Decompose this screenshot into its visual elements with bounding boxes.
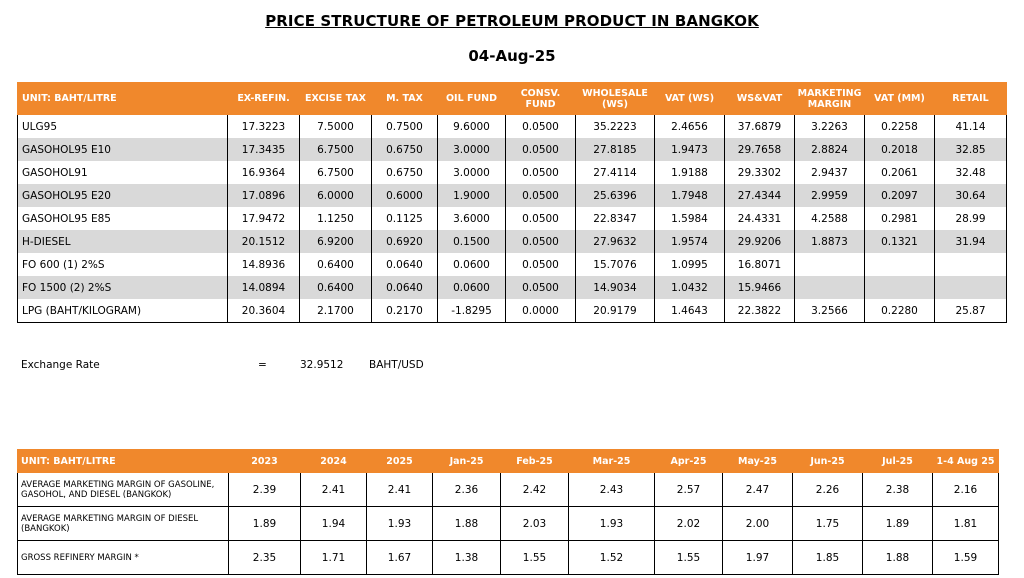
table-cell — [795, 253, 865, 276]
table-cell: 0.6000 — [372, 184, 438, 207]
column-header: Jun-25 — [793, 450, 863, 473]
table-cell: 20.3604 — [228, 299, 300, 323]
marketing-margin-table — [17, 449, 999, 575]
row-label: GASOHOL91 — [18, 161, 228, 184]
table-row — [18, 207, 1007, 230]
table-cell: 2.36 — [433, 473, 501, 507]
table-cell: 17.9472 — [228, 207, 300, 230]
row-label: H-DIESEL — [18, 230, 228, 253]
row-label: FO 600 (1) 2%S — [18, 253, 228, 276]
price-structure-table — [17, 82, 1007, 323]
table-cell: 16.9364 — [228, 161, 300, 184]
table-cell: 32.85 — [935, 138, 1007, 161]
table-cell: 20.1512 — [228, 230, 300, 253]
table-cell: -1.8295 — [438, 299, 506, 323]
row-label: ULG95 — [18, 115, 228, 139]
table-cell: 1.0432 — [655, 276, 725, 299]
table-cell: 0.0500 — [506, 230, 576, 253]
table-cell: 1.88 — [433, 507, 501, 541]
table-cell: 6.7500 — [300, 161, 372, 184]
table-cell: 0.6400 — [300, 253, 372, 276]
table-cell: 2.4656 — [655, 115, 725, 139]
table-cell: 6.0000 — [300, 184, 372, 207]
table-row — [18, 184, 1007, 207]
exchange-rate-unit: BAHT/USD — [369, 359, 424, 371]
column-header: EXCISE TAX — [300, 83, 372, 115]
table-cell: 27.8185 — [576, 138, 655, 161]
table-cell: 2.43 — [569, 473, 655, 507]
table-cell: 0.2280 — [865, 299, 935, 323]
table-cell: 0.0600 — [438, 253, 506, 276]
table-cell: 37.6879 — [725, 115, 795, 139]
table-cell: 0.0640 — [372, 276, 438, 299]
table-cell: 14.0894 — [228, 276, 300, 299]
table-cell: 1.9000 — [438, 184, 506, 207]
table-cell: 16.8071 — [725, 253, 795, 276]
table-cell: 1.88 — [863, 541, 933, 575]
column-header: 2024 — [301, 450, 367, 473]
column-header: VAT (WS) — [655, 83, 725, 115]
table-cell: 2.39 — [229, 473, 301, 507]
table-row — [18, 253, 1007, 276]
table-cell: 0.0500 — [506, 115, 576, 139]
table-cell: 27.4344 — [725, 184, 795, 207]
table-cell: 2.38 — [863, 473, 933, 507]
table-cell: 3.0000 — [438, 138, 506, 161]
table-cell: 27.4114 — [576, 161, 655, 184]
column-header: OIL FUND — [438, 83, 506, 115]
exchange-rate-equals: = — [258, 359, 267, 371]
table-cell: 1.55 — [501, 541, 569, 575]
table-cell: 2.41 — [367, 473, 433, 507]
table-row — [18, 115, 1007, 139]
table-cell: 1.89 — [863, 507, 933, 541]
row-label: LPG (BAHT/KILOGRAM) — [18, 299, 228, 323]
table-cell: 2.9437 — [795, 161, 865, 184]
table-cell: 28.99 — [935, 207, 1007, 230]
column-header: MARKETING MARGIN — [795, 83, 865, 115]
table-row — [18, 473, 999, 507]
column-header: Mar-25 — [569, 450, 655, 473]
table-row — [18, 299, 1007, 323]
table-cell: 1.81 — [933, 507, 999, 541]
column-header: WHOLESALE (WS) — [576, 83, 655, 115]
table-cell: 0.6400 — [300, 276, 372, 299]
table-cell: 1.52 — [569, 541, 655, 575]
table-cell: 0.2258 — [865, 115, 935, 139]
table-cell: 2.57 — [655, 473, 723, 507]
column-header: Jan-25 — [433, 450, 501, 473]
table-cell: 2.16 — [933, 473, 999, 507]
table-cell: 0.2097 — [865, 184, 935, 207]
table-cell: 24.4331 — [725, 207, 795, 230]
table-cell: 3.2263 — [795, 115, 865, 139]
table-cell: 1.75 — [793, 507, 863, 541]
page-title: PRICE STRUCTURE OF PETROLEUM PRODUCT IN BANGKOK — [265, 12, 759, 30]
table-cell: 0.0000 — [506, 299, 576, 323]
table-cell: 0.2018 — [865, 138, 935, 161]
table-cell: 1.59 — [933, 541, 999, 575]
column-header: May-25 — [723, 450, 793, 473]
table-cell: 0.2170 — [372, 299, 438, 323]
row-label: GASOHOL95 E85 — [18, 207, 228, 230]
column-header: UNIT: BAHT/LITRE — [18, 450, 229, 473]
row-label: GASOHOL95 E10 — [18, 138, 228, 161]
table-cell: 0.1500 — [438, 230, 506, 253]
table-cell: 9.6000 — [438, 115, 506, 139]
column-header: EX-REFIN. — [228, 83, 300, 115]
table-cell — [865, 276, 935, 299]
table-cell: 2.1700 — [300, 299, 372, 323]
row-label: AVERAGE MARKETING MARGIN OF DIESEL (BANGKOK) — [18, 507, 229, 541]
table-cell: 32.48 — [935, 161, 1007, 184]
table-cell: 3.0000 — [438, 161, 506, 184]
column-header: VAT (MM) — [865, 83, 935, 115]
row-label: GASOHOL95 E20 — [18, 184, 228, 207]
table-cell: 14.8936 — [228, 253, 300, 276]
table-cell — [935, 276, 1007, 299]
table-cell: 1.94 — [301, 507, 367, 541]
row-label: FO 1500 (2) 2%S — [18, 276, 228, 299]
table-cell: 1.9574 — [655, 230, 725, 253]
table-cell: 0.0500 — [506, 207, 576, 230]
table-cell: 6.9200 — [300, 230, 372, 253]
table-cell: 17.3435 — [228, 138, 300, 161]
table-cell: 29.3302 — [725, 161, 795, 184]
row-label: AVERAGE MARKETING MARGIN OF GASOLINE, GASOHOL, AND DIESEL (BANGKOK) — [18, 473, 229, 507]
table-cell: 1.9188 — [655, 161, 725, 184]
table-cell: 14.9034 — [576, 276, 655, 299]
table-row — [18, 230, 1007, 253]
table-cell: 3.2566 — [795, 299, 865, 323]
table-cell: 1.85 — [793, 541, 863, 575]
table-cell: 41.14 — [935, 115, 1007, 139]
table-cell: 1.1250 — [300, 207, 372, 230]
table-cell: 2.47 — [723, 473, 793, 507]
table-cell: 20.9179 — [576, 299, 655, 323]
exchange-rate-label: Exchange Rate — [21, 359, 100, 371]
table-cell: 22.3822 — [725, 299, 795, 323]
table-row — [18, 161, 1007, 184]
margin-table-header-row — [18, 450, 999, 473]
table-cell: 6.7500 — [300, 138, 372, 161]
table-cell: 2.26 — [793, 473, 863, 507]
table-cell: 1.7948 — [655, 184, 725, 207]
table-cell: 0.0500 — [506, 276, 576, 299]
table-cell: 0.0500 — [506, 138, 576, 161]
table-cell: 17.0896 — [228, 184, 300, 207]
table-cell: 0.2981 — [865, 207, 935, 230]
table-cell: 25.87 — [935, 299, 1007, 323]
table-cell: 1.38 — [433, 541, 501, 575]
column-header: M. TAX — [372, 83, 438, 115]
column-header: Feb-25 — [501, 450, 569, 473]
table-cell — [795, 276, 865, 299]
table-cell: 2.00 — [723, 507, 793, 541]
table-cell: 2.42 — [501, 473, 569, 507]
table-cell — [865, 253, 935, 276]
table-row — [18, 541, 999, 575]
table-cell: 0.7500 — [372, 115, 438, 139]
table-cell: 0.0500 — [506, 184, 576, 207]
table-cell: 2.41 — [301, 473, 367, 507]
table-cell: 1.0995 — [655, 253, 725, 276]
table-cell: 17.3223 — [228, 115, 300, 139]
table-cell: 2.8824 — [795, 138, 865, 161]
table-cell — [935, 253, 1007, 276]
table-row — [18, 507, 999, 541]
table-cell: 0.0640 — [372, 253, 438, 276]
table-cell: 1.89 — [229, 507, 301, 541]
table-cell: 0.0500 — [506, 253, 576, 276]
table-cell: 0.6750 — [372, 138, 438, 161]
table-cell: 1.5984 — [655, 207, 725, 230]
table-cell: 0.2061 — [865, 161, 935, 184]
table-row — [18, 276, 1007, 299]
table-cell: 1.55 — [655, 541, 723, 575]
column-header: 2025 — [367, 450, 433, 473]
table-cell: 0.1125 — [372, 207, 438, 230]
table-cell: 0.6750 — [372, 161, 438, 184]
table-cell: 35.2223 — [576, 115, 655, 139]
table-cell: 2.03 — [501, 507, 569, 541]
table-cell: 1.97 — [723, 541, 793, 575]
table-cell: 1.71 — [301, 541, 367, 575]
exchange-rate-value: 32.9512 — [300, 359, 344, 371]
table-cell: 1.93 — [367, 507, 433, 541]
table-cell: 15.7076 — [576, 253, 655, 276]
column-header: 1-4 Aug 25 — [933, 450, 999, 473]
table-row — [18, 138, 1007, 161]
table-cell: 1.8873 — [795, 230, 865, 253]
table-cell: 2.02 — [655, 507, 723, 541]
report-date: 04-Aug-25 — [468, 47, 556, 65]
table-cell: 25.6396 — [576, 184, 655, 207]
table-cell: 0.0600 — [438, 276, 506, 299]
price-table-header-row — [18, 83, 1007, 115]
column-header: WS&VAT — [725, 83, 795, 115]
table-cell: 15.9466 — [725, 276, 795, 299]
table-cell: 7.5000 — [300, 115, 372, 139]
row-label: GROSS REFINERY MARGIN * — [18, 541, 229, 575]
table-cell: 22.8347 — [576, 207, 655, 230]
column-header: UNIT: BAHT/LITRE — [18, 83, 228, 115]
table-cell: 1.9473 — [655, 138, 725, 161]
column-header: 2023 — [229, 450, 301, 473]
column-header: CONSV. FUND — [506, 83, 576, 115]
table-cell: 1.93 — [569, 507, 655, 541]
table-cell: 30.64 — [935, 184, 1007, 207]
column-header: RETAIL — [935, 83, 1007, 115]
table-cell: 0.1321 — [865, 230, 935, 253]
table-cell: 2.35 — [229, 541, 301, 575]
table-cell: 1.4643 — [655, 299, 725, 323]
table-cell: 1.67 — [367, 541, 433, 575]
table-cell: 31.94 — [935, 230, 1007, 253]
table-cell: 0.6920 — [372, 230, 438, 253]
table-cell: 27.9632 — [576, 230, 655, 253]
table-cell: 2.9959 — [795, 184, 865, 207]
table-cell: 0.0500 — [506, 161, 576, 184]
column-header: Jul-25 — [863, 450, 933, 473]
table-cell: 3.6000 — [438, 207, 506, 230]
table-cell: 29.7658 — [725, 138, 795, 161]
table-cell: 4.2588 — [795, 207, 865, 230]
column-header: Apr-25 — [655, 450, 723, 473]
table-cell: 29.9206 — [725, 230, 795, 253]
